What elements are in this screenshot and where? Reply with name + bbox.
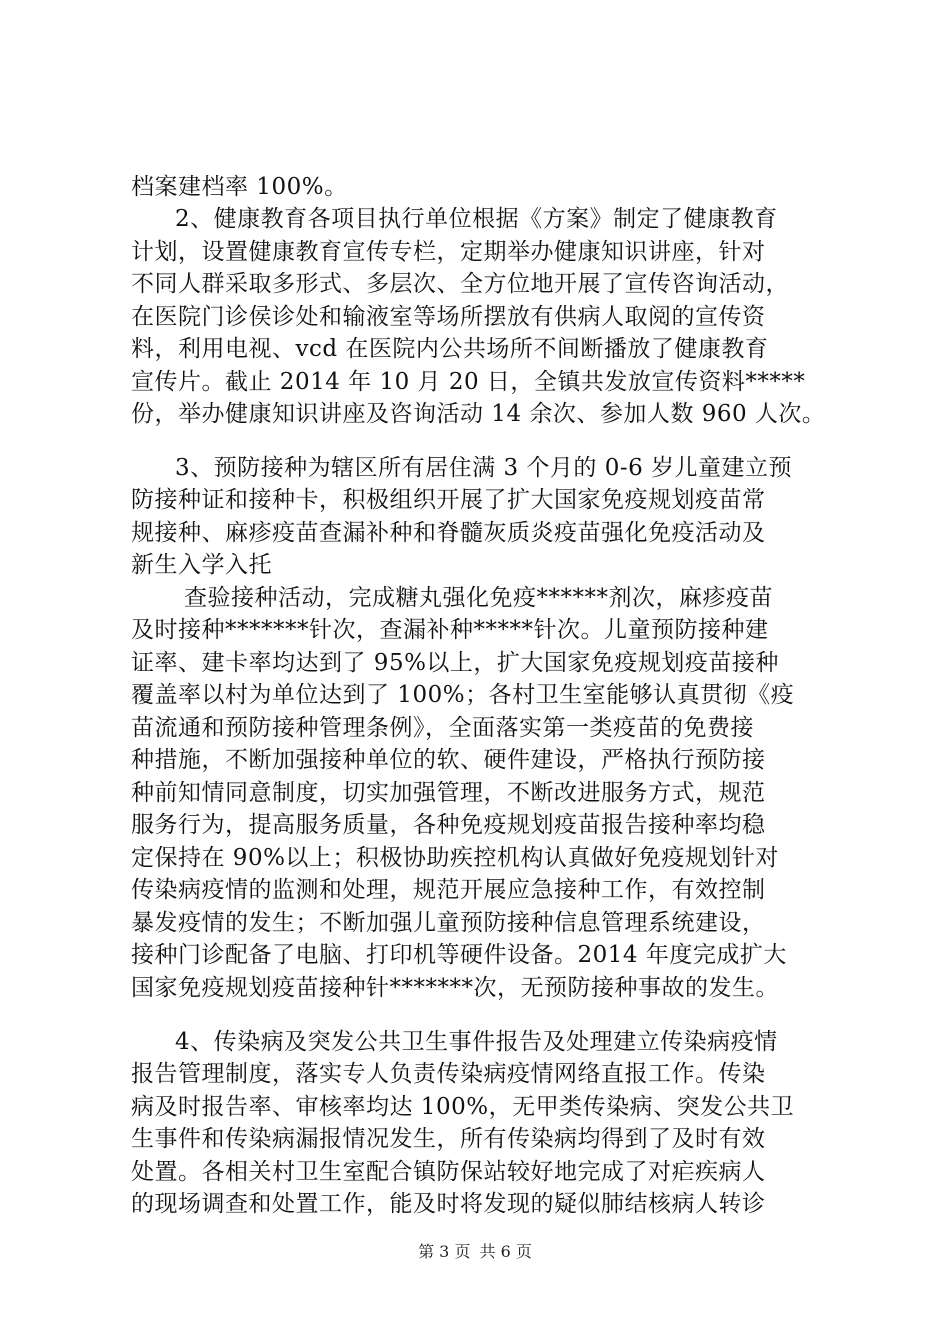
text-line: 接种门诊配备了电脑、打印机等硬件设备。2014 年度完成扩大 [131,942,787,968]
page-total: 共 6 页 [479,1242,532,1261]
text-line: 份，举办健康知识讲座及咨询活动 14 余次、参加人数 960 人次。 [131,401,826,427]
text-line: 暴发疫情的发生；不断加强儿童预防接种信息管理系统建设， [131,910,766,936]
text-line: 档案建档率 100%。 [131,174,348,200]
text-line: 种前知情同意制度，切实加强管理，不断改进服务方式，规范 [131,780,766,806]
text-line: 不同人群采取多形式、多层次、全方位地开展了宣传咨询活动， [131,271,789,297]
text-line: 处置。各相关村卫生室配合镇防保站较好地完成了对疟疾病人 [131,1159,766,1185]
text-line: 规接种、麻疹疫苗查漏补种和脊髓灰质炎疫苗强化免疫活动及 [131,520,766,546]
text-line: 计划，设置健康教育宣传专栏，定期举办健康知识讲座，针对 [131,239,766,265]
text-line: 3、预防接种为辖区所有居住满 3 个月的 0-6 岁儿童建立预 [175,455,793,481]
text-line: 的现场调查和处置工作，能及时将发现的疑似肺结核病人转诊 [131,1191,766,1217]
page-footer [0,1241,950,1263]
text-line: 病及时报告率、审核率均达 100%，无甲类传染病、突发公共卫 [131,1094,795,1120]
page-number: 第 3 页 [418,1242,471,1261]
text-line: 新生入学入托 [131,552,272,578]
text-line: 及时接种*******针次，查漏补种*****针次。儿童预防接种建 [131,617,769,643]
text-line: 定保持在 90%以上；积极协助疾控机构认真做好免疫规划针对 [131,845,779,871]
text-line: 传染病疫情的监测和处理，规范开展应急接种工作，有效控制 [131,877,766,903]
text-line: 证率、建卡率均达到了 95%以上，扩大国家免疫规划疫苗接种 [131,650,779,676]
text-line: 防接种证和接种卡，积极组织开展了扩大国家免疫规划疫苗常 [131,487,766,513]
text-line: 料，利用电视、vcd 在医院内公共场所不间断播放了健康教育 [131,336,769,362]
text-line: 4、传染病及突发公共卫生事件报告及处理建立传染病疫情 [175,1029,778,1055]
text-line: 报告管理制度，落实专人负责传染病疫情网络直报工作。传染 [131,1061,766,1087]
text-line: 生事件和传染病漏报情况发生，所有传染病均得到了及时有效 [131,1126,766,1152]
text-line: 覆盖率以村为单位达到了 100%；各村卫生室能够认真贯彻《疫 [131,682,795,708]
text-line: 服务行为，提高服务质量，各种免疫规划疫苗报告接种率均稳 [131,812,766,838]
text-line: 宣传片。截止 2014 年 10 月 20 日，全镇共发放宣传资料***** [131,369,806,395]
text-line: 在医院门诊侯诊处和输液室等场所摆放有供病人取阅的宣传资 [131,304,766,330]
text-line: 苗流通和预防接种管理条例》，全面落实第一类疫苗的免费接 [131,715,754,741]
text-line: 种措施，不断加强接种单位的软、硬件建设，严格执行预防接 [131,747,766,773]
text-line: 2、健康教育各项目执行单位根据《方案》制定了健康教育 [175,206,778,232]
text-line: 查验接种活动，完成糖丸强化免疫******剂次，麻疹疫苗 [184,585,773,611]
text-line: 国家免疫规划疫苗接种针*******次，无预防接种事故的发生。 [131,975,779,1001]
